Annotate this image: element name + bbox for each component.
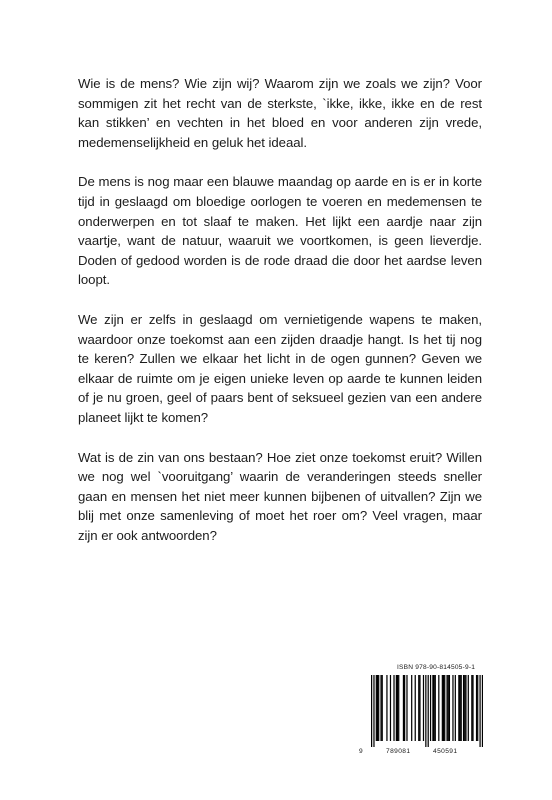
barcode-bar bbox=[482, 675, 483, 747]
blurb-paragraph: Wie is de mens? Wie zijn wij? Waarom zijn we zoals we zijn? Voor sommigen zit het recht van de sterkste, `ikke, ikke, ikke en de rest kan stikken’ en vechten in het bloed en voor anderen zijn vrede, medemenselijkheid en geluk het ideaal. bbox=[78, 76, 482, 150]
barcode-bar bbox=[404, 675, 405, 741]
barcode-bar bbox=[378, 675, 379, 741]
barcode-bar bbox=[455, 675, 456, 741]
barcode-bar bbox=[415, 675, 416, 741]
blurb-paragraph: We zijn er zelfs in geslaagd om vernietigende wapens te maken, waardoor onze toekomst aan een zijden draadje hangt. Is het tij nog te keren? Zullen we elkaar het licht in de ogen gunnen? Geven we elkaar de ruimte om je eigen unieke leven op aarde te kunnen leiden of je nu groen, geel of paars bent of seksueel gezien van een andere planeet lijkt te komen? bbox=[78, 311, 482, 425]
barcode-bar bbox=[468, 675, 469, 741]
barcode-digits-left: 789081 bbox=[386, 748, 411, 755]
barcode-bar bbox=[443, 675, 444, 741]
barcode-bar bbox=[403, 675, 404, 741]
barcode-bar bbox=[377, 675, 378, 741]
barcode-bar bbox=[382, 675, 383, 741]
barcode-bar bbox=[433, 675, 434, 741]
barcode-bar bbox=[446, 675, 447, 741]
barcode-bar bbox=[452, 675, 453, 741]
barcode-bar bbox=[398, 675, 399, 741]
barcode-bar bbox=[418, 675, 419, 741]
barcode-bar bbox=[435, 675, 436, 741]
barcode-bar bbox=[393, 675, 394, 741]
barcode-bar bbox=[419, 675, 420, 741]
barcode-bars bbox=[371, 675, 483, 747]
barcode-digit-first: 9 bbox=[359, 748, 364, 755]
barcode-bar bbox=[458, 675, 459, 741]
blurb-paragraph: De mens is nog maar een blauwe maandag op aarde en is er in korte tijd in geslaagd om bloedige oorlogen te voeren en medemensen te onderwerpen en tot slaaf te maken. Het lijkt een aardje naar zijn vaartje, want de natuur, waaruit we voortkomen, is geen lieverdje. Doden of gedood worden is de rode draad die door het aardse leven loopt. bbox=[78, 174, 482, 288]
barcode-bar bbox=[479, 675, 480, 747]
barcode-bar bbox=[465, 675, 466, 741]
barcode-bar bbox=[411, 675, 412, 741]
barcode-bar bbox=[459, 675, 460, 741]
barcode-bar bbox=[428, 675, 429, 747]
barcode-bar bbox=[430, 675, 431, 741]
barcode-bar bbox=[373, 675, 374, 747]
barcode-bar bbox=[444, 675, 445, 741]
barcode-bar bbox=[472, 675, 473, 741]
barcode-bar bbox=[442, 675, 443, 741]
barcode-bar bbox=[380, 675, 381, 741]
barcode-bar bbox=[477, 675, 478, 741]
barcode-bar bbox=[386, 675, 387, 741]
barcode-digits-right: 450591 bbox=[433, 748, 458, 755]
barcode-bar bbox=[461, 675, 462, 741]
barcode-bar bbox=[376, 675, 377, 741]
barcode-bar bbox=[425, 675, 426, 747]
barcode-bar bbox=[448, 675, 449, 741]
barcode-bar bbox=[390, 675, 391, 741]
blurb-text bbox=[78, 74, 482, 565]
barcode-bar bbox=[449, 675, 450, 741]
isbn-label: ISBN 978-90-814505-9-1 bbox=[397, 664, 476, 671]
barcode-bar bbox=[432, 675, 433, 741]
barcode-bar bbox=[463, 675, 464, 741]
barcode-bar bbox=[423, 675, 424, 741]
barcode-bar bbox=[471, 675, 472, 741]
barcode-bar bbox=[397, 675, 398, 741]
barcode-bar bbox=[464, 675, 465, 741]
barcode-bar bbox=[371, 675, 372, 747]
blurb-paragraph: Wat is de zin van ons bestaan? Hoe ziet onze toekomst eruit? Willen we nog wel `vooruitgang’ waarin de veranderingen steeds sneller gaan en mensen het niet meer kunnen bijbenen of uitvallen? Zijn we blij met onze samenleving of moet het roer om? Veel vragen, maar zijn er ook antwoorden? bbox=[78, 449, 482, 543]
barcode-bar bbox=[438, 675, 439, 741]
barcode-bar bbox=[406, 675, 407, 741]
barcode-bar bbox=[396, 675, 397, 741]
barcode-bar bbox=[476, 675, 477, 741]
